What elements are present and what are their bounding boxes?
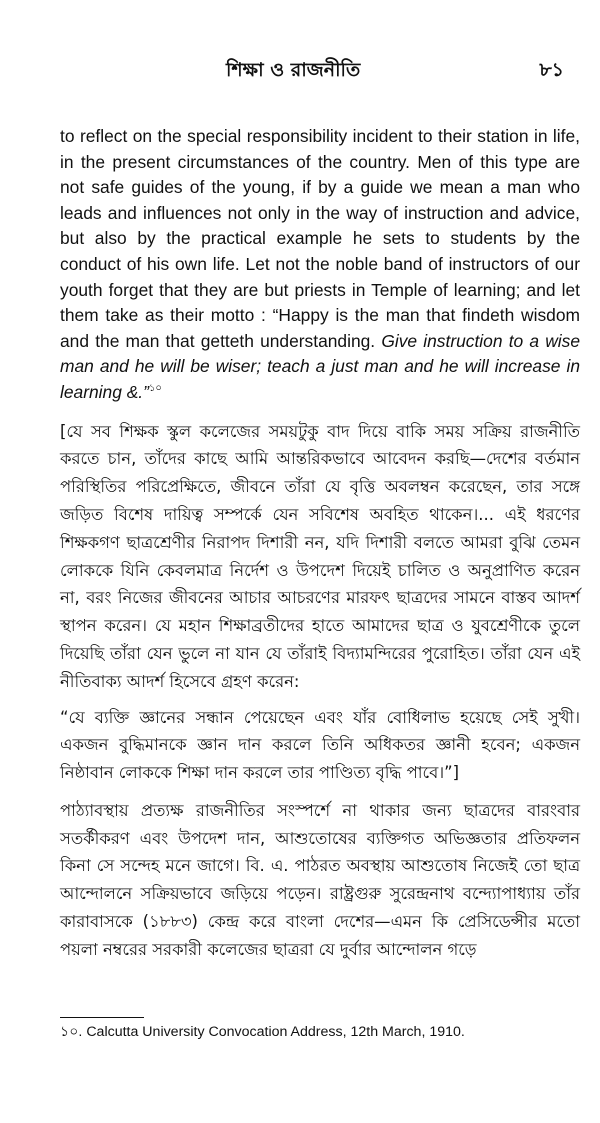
english-paragraph-text: to reflect on the special responsibility incident to their station in life, in the present circumstances of the country. Men of this type are not safe guides of the young, if by a guide we mean a man who leads and influences not only in the way of instruction and advice, but also by the practical example he sets to students by the conduct of his own life. Let not the noble band of instructors of our youth forget that they are but priests in Temple of learning; and let them take as their motto : “Happy is the man that findeth wisdom and the man that getteth understanding. xyxy=(60,126,580,351)
running-title: শিক্ষা ও রাজনীতি xyxy=(226,59,361,81)
page-number: ৮১ xyxy=(539,59,564,81)
footnote: ১০. Calcutta University Convocation Address, 12th March, 1910. xyxy=(60,1024,465,1040)
footnote-ref: ১০ xyxy=(148,383,162,395)
bengali-translation-quote: “যে ব্যক্তি জ্ঞানের সন্ধান পেয়েছেন এবং যাঁর বোধিলাভ হয়েছে সেই সুখী। একজন বুদ্ধিমানকে জ্ঞান দান করলে তিনি অধিকতর জ্ঞানী হবেন; একজন নিষ্ঠাবান লোককে শিক্ষা দান করলে তার পাণ্ডিত্য বৃদ্ধি পাবে।”] xyxy=(60,707,580,783)
bengali-paragraph: পাঠ্যাবস্থায় প্রত্যক্ষ রাজনীতির সংস্পর্শে না থাকার জন্য ছাত্রদের বারংবার সতর্কীকরণ এবং উপদেশ দান, আশুতোষের ব্যক্তিগত অভিজ্ঞতার প্রতিফলন কিনা সে সন্দেহ মনে জাগে। বি. এ. পাঠরত অবস্থায় আশুতোষ নিজেই তো ছাত্র আন্দোলনে সক্রিয়ভাবে জড়িয়ে পড়েন। রাষ্ট্রগুরু সুরেন্দ্রনাথ বন্দ্যোপাধ্যায় তাঁর কারাবাসকে (১৮৮৩) কেন্দ্র করে বাংলা দেশের—এমন কি প্রেসিডেন্সীর মতো পয়লা নম্বরের সরকারী কলেজের ছাত্ররা যে দুর্বার আন্দোলন গড়ে xyxy=(60,800,580,959)
footnote-rule xyxy=(60,1017,144,1018)
italic-quotation: Give instruction to a wise man and he will be wiser; teach a just man and he will increase in learning &.” xyxy=(60,330,581,402)
english-paragraph xyxy=(60,124,580,406)
body-text xyxy=(60,124,580,964)
page-header xyxy=(0,56,600,90)
bengali-translation: [যে সব শিক্ষক স্কুল কলেজের সময়টুকু বাদ দিয়ে বাকি সময় সক্রিয় রাজনীতি করতে চান, তাঁদের কাছে আমি আন্তরিকভাবে আবেদন করছি—দেশের বর্তমান পরিস্থিতির পরিপ্রেক্ষিতে, জীবনে তাঁরা যে বৃত্তি অবলম্বন করেছেন, তার সঙ্গে জড়িত বিশেষ দায়িত্ব সম্পর্কে যেন সবিশেষ অবহিত থাকেন।... এই ধরণের শিক্ষকগণ ছাত্রশ্রেণীর নিরাপদ দিশারী নন, যদি দিশারী বলতে আমরা বুঝি তেমন লোককে যিনি কেবলমাত্র নির্দেশ ও উপদেশ দিয়েই চালিত ও অনুপ্রাণিত করেন না, বরং নিজের জীবনের আচার আচরণের মারফৎ ছাত্রদের সামনে বাস্তব আদর্শ স্থাপন করেন। যে মহান শিক্ষাব্রতীদের হাতে আমাদের ছাত্র ও যুবশ্রেণীকে তুলে দিয়েছি তাঁরা যেন ভুলে না যান যে তাঁরাই বিদ্যামন্দিরের পুরোহিত। তাঁরা যেন এই নীতিবাক্য আদর্শ হিসেবে গ্রহণ করেন: xyxy=(60,421,580,691)
